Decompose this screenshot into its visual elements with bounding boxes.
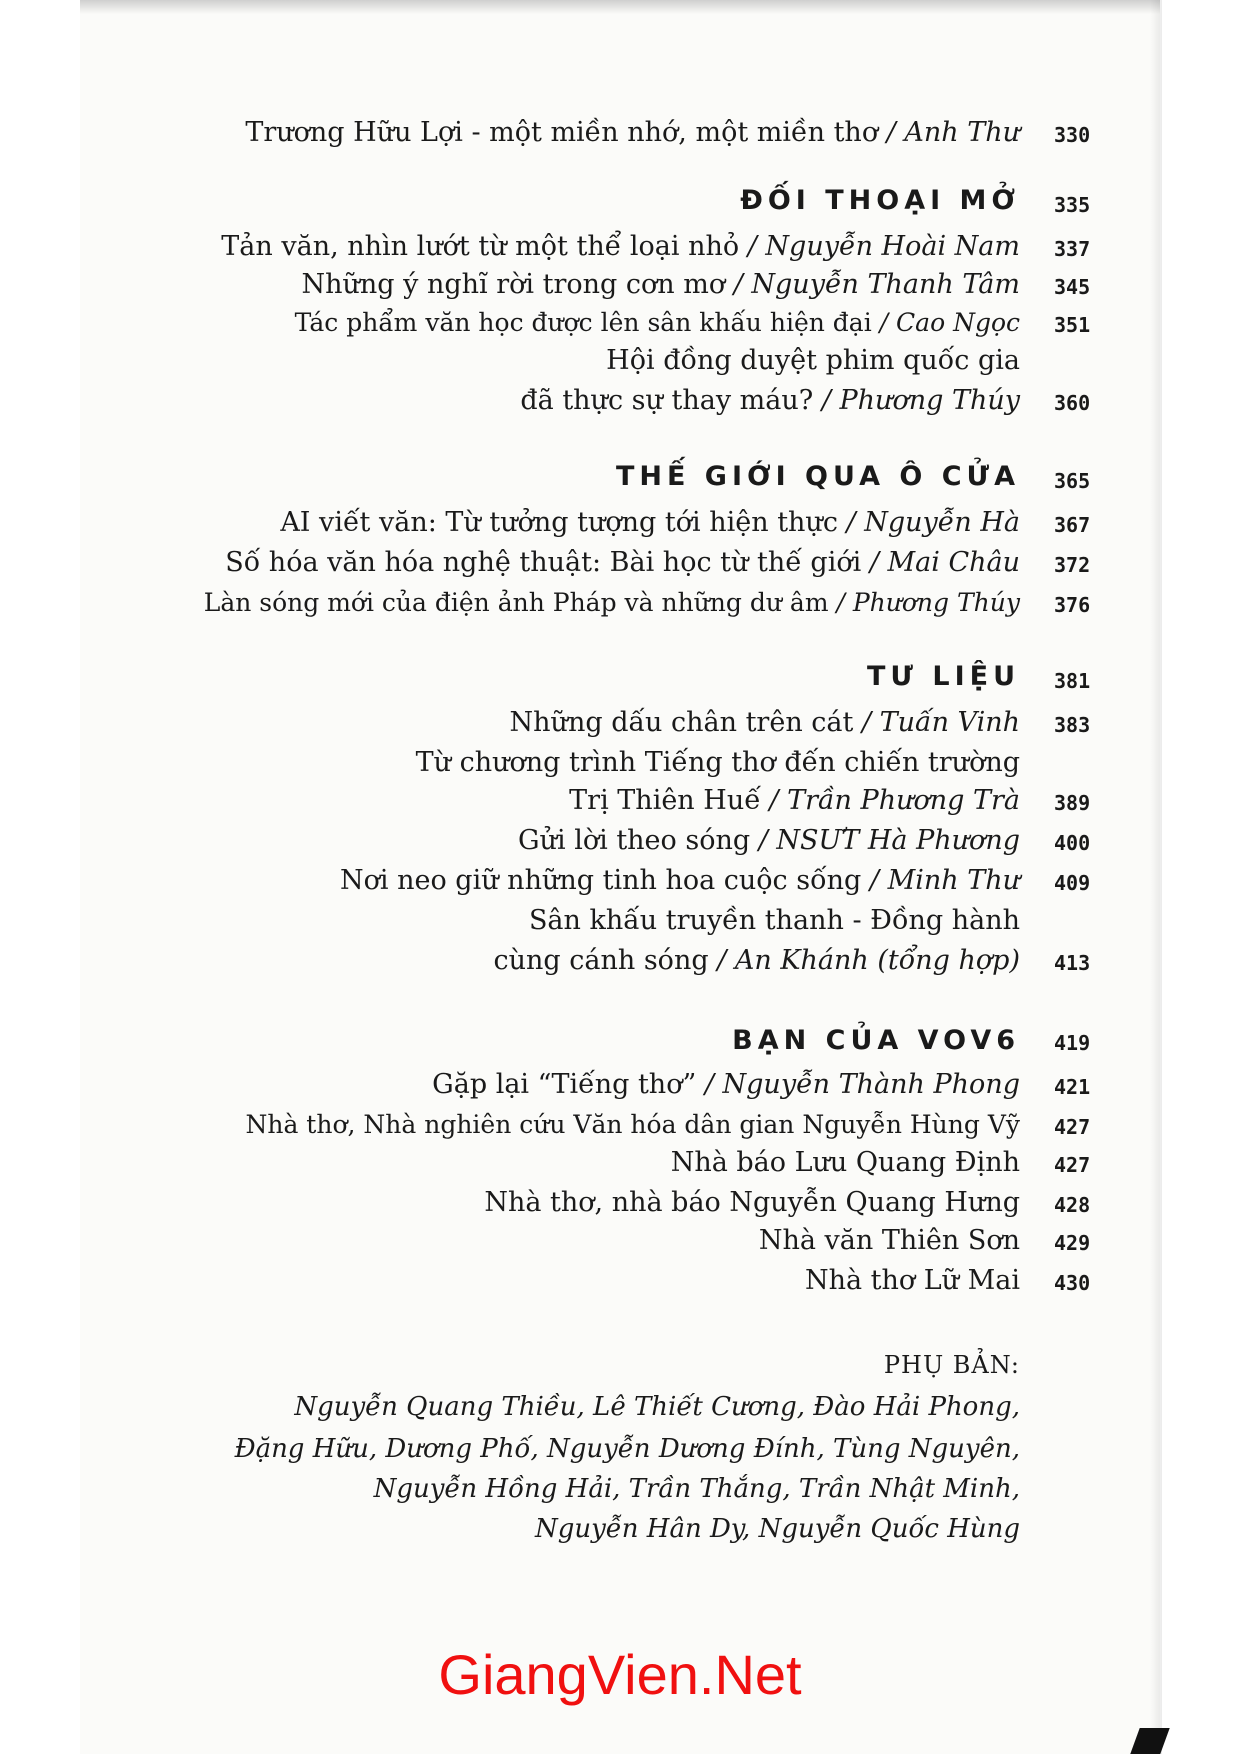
toc-separator: / <box>878 117 905 148</box>
toc-entry <box>221 230 1020 264</box>
toc-page-number: 367 <box>1054 513 1091 537</box>
toc-entry-title: Nhà thơ, nhà báo Nguyễn Quang Hưng <box>484 1187 1020 1218</box>
toc-entry-title: Trị Thiên Huế <box>569 785 761 816</box>
toc-entry-title: Gửi lời theo sóng <box>518 825 751 856</box>
toc-page-number: 337 <box>1054 237 1091 261</box>
toc-separator: / <box>837 507 865 538</box>
toc-entry <box>493 944 1020 978</box>
toc-entry-title: Tác phẩm văn học được lên sân khấu hiện đại <box>294 308 872 337</box>
toc-entry-author: Anh Thư <box>904 117 1020 148</box>
toc-entry <box>484 1186 1020 1220</box>
toc-entry-title: Những ý nghĩ rời trong cơn mơ <box>301 269 726 300</box>
toc-entry <box>569 784 1020 818</box>
toc-entry-author: Mai Châu <box>887 547 1020 578</box>
toc-separator: / <box>828 588 853 617</box>
toc-page-number: 365 <box>1054 469 1091 493</box>
toc-entry-title: Những dấu chân trên cát <box>509 707 854 738</box>
toc-entry-title: Trương Hữu Lợi - một miền nhớ, một miền thơ <box>245 117 879 148</box>
toc-entry-title: Hội đồng duyệt phim quốc gia <box>606 345 1020 376</box>
section-heading: ĐỐI THOẠI MỞ <box>740 185 1020 216</box>
toc-entry-title: AI viết văn: Từ tưởng tượng tới hiện thực <box>280 507 838 538</box>
toc-entry <box>606 344 1020 378</box>
watermark: GiangVien.Net <box>438 1643 802 1706</box>
toc-separator: / <box>696 1069 723 1100</box>
toc-entry-author: Nguyễn Thanh Tâm <box>751 269 1020 300</box>
toc-entry-title: đã thực sự thay máu? <box>520 385 814 416</box>
toc-entry <box>245 116 1020 150</box>
toc-entry <box>340 864 1020 898</box>
toc-page-number: 427 <box>1054 1115 1091 1139</box>
toc-entry <box>805 1264 1020 1298</box>
toc-page-number: 376 <box>1054 593 1091 617</box>
toc-separator: / <box>725 269 752 300</box>
toc-entry-title: Từ chương trình Tiếng thơ đến chiến trường <box>415 747 1020 778</box>
toc-entry-author: Nguyễn Hoài Nam <box>765 231 1020 262</box>
toc-separator: / <box>871 308 897 337</box>
toc-entry-author: An Khánh (tổng hợp) <box>734 945 1020 976</box>
toc-entry-title: Nhà thơ Lữ Mai <box>804 1265 1020 1296</box>
toc-entry-author: Cao Ngọc <box>896 308 1020 337</box>
toc-page-number: 427 <box>1054 1153 1091 1177</box>
toc-entry <box>204 586 1020 620</box>
toc-page-number: 372 <box>1054 553 1091 577</box>
toc-entry-title: Nơi neo giữ những tinh hoa cuộc sống <box>339 865 862 896</box>
toc-entry <box>225 546 1020 580</box>
toc-page-number: 430 <box>1054 1271 1091 1295</box>
toc-page-number: 381 <box>1054 669 1091 693</box>
toc-entry-title: cùng cánh sóng <box>493 945 709 976</box>
toc-page-number: 400 <box>1054 831 1091 855</box>
toc-entry-title: Nhà văn Thiên Sơn <box>758 1225 1020 1256</box>
toc-page-number: 413 <box>1054 951 1091 975</box>
appendix-line: Nguyễn Hồng Hải, Trần Thắng, Trần Nhật Minh, <box>373 1474 1020 1504</box>
toc-entry-title: Sân khấu truyền thanh - Đồng hành <box>528 905 1020 936</box>
toc-page-number: 409 <box>1054 871 1091 895</box>
section-heading: THẾ GIỚI QUA Ô CỬA <box>615 461 1020 492</box>
section-heading: BẠN CỦA VOV6 <box>732 1025 1020 1056</box>
toc-entry <box>510 706 1020 740</box>
toc-page-number: 428 <box>1054 1193 1091 1217</box>
toc-page-number: 421 <box>1054 1075 1091 1099</box>
toc-entry <box>295 306 1020 340</box>
toc-entry <box>416 746 1020 780</box>
toc-entry <box>520 384 1020 418</box>
toc-entry <box>301 268 1020 302</box>
toc-page-number: 389 <box>1054 791 1091 815</box>
toc-entry-title: Tản văn, nhìn lướt từ một thể loại nhỏ <box>221 231 740 262</box>
toc-entry <box>280 506 1020 540</box>
toc-entry-title: Gặp lại “Tiếng thơ” <box>432 1069 697 1100</box>
toc-separator: / <box>853 707 880 738</box>
toc-entry <box>529 904 1020 938</box>
toc-separator: / <box>760 785 788 816</box>
toc-separator: / <box>813 385 840 416</box>
toc-page-number: 429 <box>1054 1231 1091 1255</box>
toc-entry-author: Phương Thúy <box>839 385 1020 416</box>
toc-page-number: 335 <box>1054 193 1091 217</box>
appendix-line: Đặng Hữu, Dương Phố, Nguyễn Dương Đính, Tùng Nguyên, <box>234 1434 1020 1464</box>
toc-entry <box>432 1068 1020 1102</box>
toc-entry <box>759 1224 1020 1258</box>
toc-separator: / <box>861 547 888 578</box>
toc-entry-author: Nguyễn Hà <box>864 507 1020 538</box>
toc-entry-author: Minh Thư <box>887 865 1020 896</box>
toc-page-number: 383 <box>1054 713 1091 737</box>
section-heading: TƯ LIỆU <box>867 661 1020 692</box>
toc-entry <box>245 1108 1020 1142</box>
toc-entry-author: Phương Thúy <box>852 588 1020 617</box>
toc-separator: / <box>708 945 735 976</box>
toc-entry-author: Tuấn Vinh <box>879 707 1020 738</box>
toc-entry-author: Trần Phương Trà <box>787 785 1020 816</box>
toc-page-number: 345 <box>1054 275 1091 299</box>
appendix-title: PHỤ BẢN: <box>883 1351 1020 1379</box>
toc-page-number: 419 <box>1054 1031 1091 1055</box>
appendix-line: Nguyễn Hân Dy, Nguyễn Quốc Hùng <box>534 1514 1020 1544</box>
toc-separator: / <box>861 865 888 896</box>
toc-page-number: 330 <box>1054 123 1091 147</box>
toc-entry-title: Nhà báo Lưu Quang Định <box>670 1147 1020 1178</box>
toc-page-number: 360 <box>1054 391 1091 415</box>
toc-entry <box>671 1146 1020 1180</box>
appendix-line: Nguyễn Quang Thiều, Lê Thiết Cương, Đào Hải Phong, <box>294 1392 1020 1422</box>
toc-entry <box>518 824 1020 858</box>
toc-entry-title: Số hóa văn hóa nghệ thuật: Bài học từ thế giới <box>225 547 862 578</box>
toc-separator: / <box>750 825 777 856</box>
toc-entry-title: Nhà thơ, Nhà nghiên cứu Văn hóa dân gian Nguyễn Hùng Vỹ <box>245 1110 1020 1139</box>
toc-page-number: 351 <box>1054 313 1091 337</box>
toc-entry-author: Nguyễn Thành Phong <box>722 1069 1020 1100</box>
toc-entry-author: NSƯT Hà Phương <box>776 825 1020 856</box>
toc-entry-title: Làn sóng mới của điện ảnh Pháp và những dư âm <box>203 588 829 617</box>
toc-separator: / <box>739 231 766 262</box>
